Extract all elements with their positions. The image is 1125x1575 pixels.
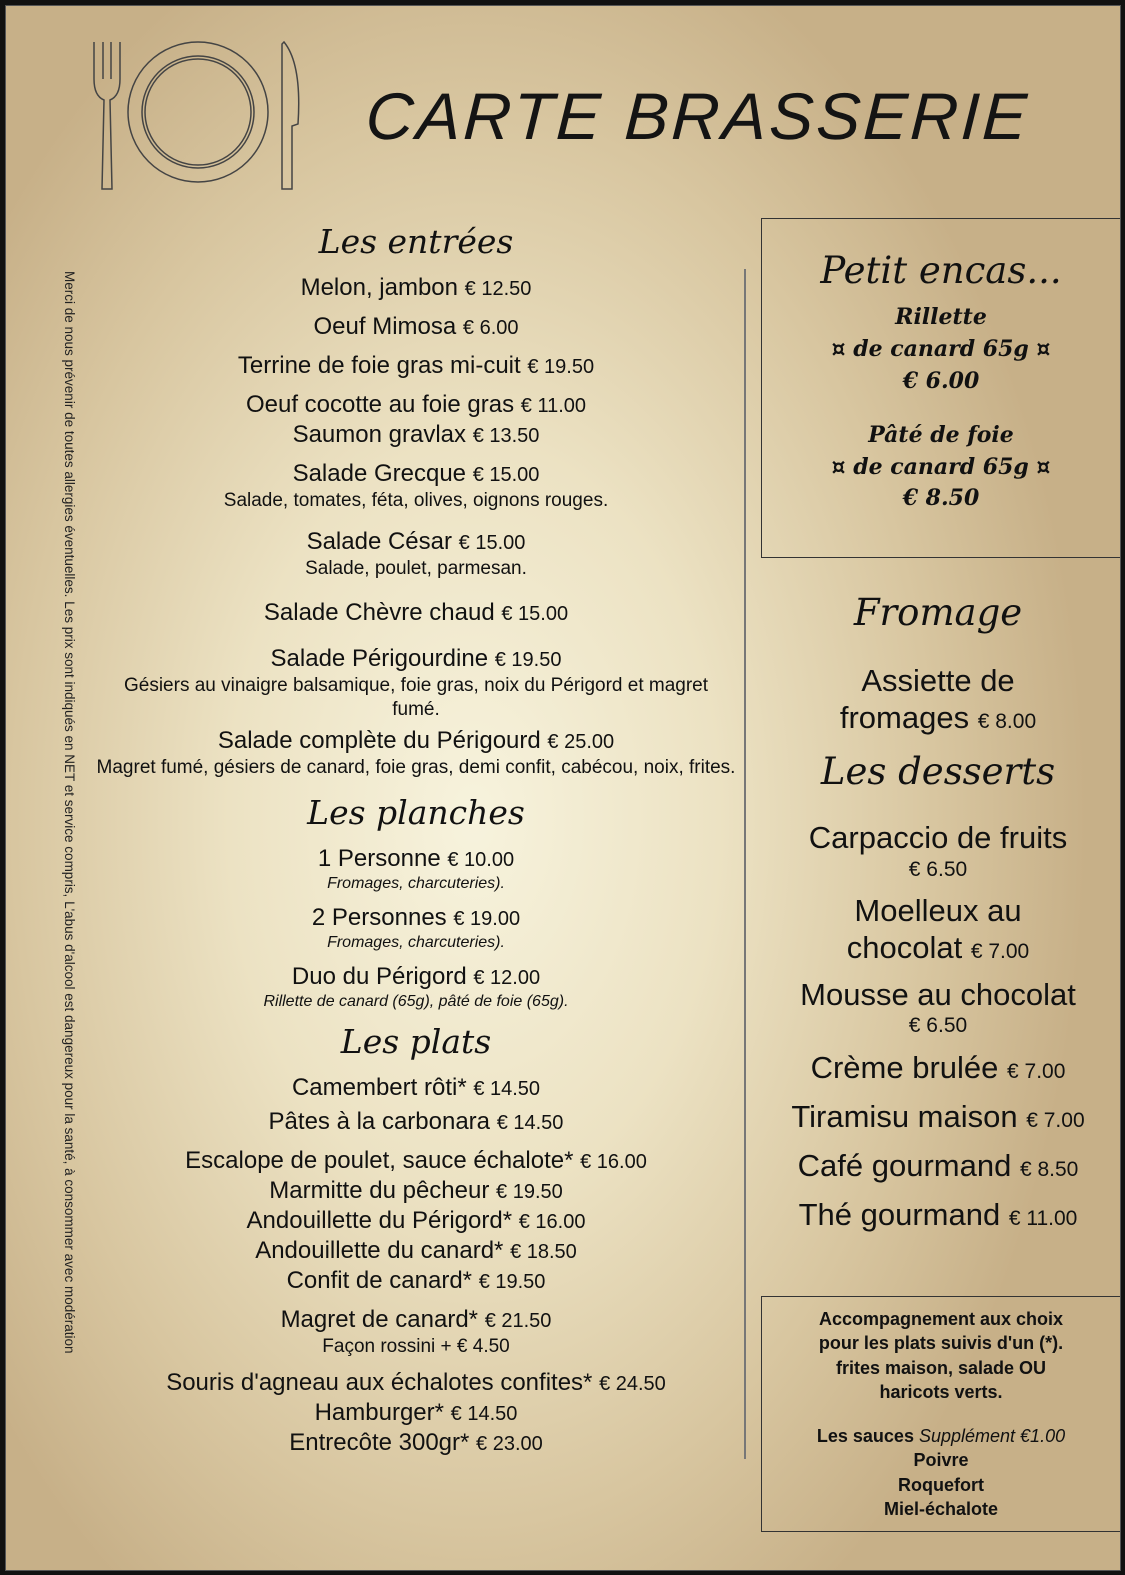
menu-item: Escalope de poulet, sauce échalote* € 16.00 [185, 1146, 647, 1174]
menu-item: Andouillette du Périgord* € 16.00 [246, 1206, 586, 1234]
section-heading-encas: Petit encas... [820, 249, 1062, 292]
dessert-item: Thé gourmand € 11.00 [798, 1197, 1078, 1233]
item-note: Fromages, charcuteries). [327, 933, 505, 951]
menu-item: Salade César € 15.00 [306, 528, 526, 556]
item-description: Magret fumé, gésiers de canard, foie gras, demi confit, cabécou, noix, frites. [96, 757, 736, 779]
menu-item: Marmitte du pêcheur € 19.50 [269, 1176, 563, 1204]
sauces-line: Les sauces Supplément €1.00 [816, 1426, 1066, 1447]
menu-item: Melon, jambon € 12.50 [300, 274, 532, 301]
accompagnement-box: Accompagnement aux choix pour les plats suivis d'un (*). frites maison, salade OU haricots verts. Les sauces Supplément €1.00 Poivre Roquefort Miel-échalote [761, 1296, 1121, 1532]
sauce-item: Roquefort [898, 1474, 984, 1495]
dessert-item: Café gourmand € 8.50 [797, 1147, 1079, 1183]
menu-item: Oeuf cocotte au foie gras € 11.00 [245, 391, 587, 418]
menu-item: Entrecôte 300gr* € 23.00 [289, 1428, 543, 1456]
menu-item: Camembert rôti* € 14.50 [291, 1073, 541, 1101]
menu-item: Duo du Périgord € 12.00 [291, 962, 541, 990]
menu-item: Hamburger* € 14.50 [314, 1398, 518, 1426]
section-heading-entrees: Les entrées [318, 222, 514, 261]
item-description: Gésiers au vinaigre balsamique, foie gras, noix du Périgord et magret fumé. [123, 674, 709, 720]
item-description: Façon rossini + € 4.50 [322, 1335, 510, 1357]
column-divider [744, 269, 746, 1459]
allergy-notice: Merci de nous prévenir de toutes allergies éventuelles. Les prix sont indiqués en NET et service compris, L'abus d'alcool est dangereux pour la santé, à consommer avec modération [62, 271, 77, 1354]
menu-item: Salade complète du Périgourd € 25.00 [217, 727, 615, 755]
dessert-item: Tiramisu maison € 7.00 [791, 1098, 1085, 1134]
plate-fork-knife-icon [84, 34, 306, 194]
item-note: Rillette de canard (65g), pâté de foie (65g). [263, 992, 569, 1010]
dessert-item: Moelleux au chocolat € 7.00 [846, 892, 1030, 965]
menu-page [5, 5, 1121, 1571]
item-description: Salade, poulet, parmesan. [305, 558, 527, 580]
menu-item: Magret de canard* € 21.50 [280, 1305, 552, 1333]
menu-item: Salade Grecque € 15.00 [292, 460, 540, 487]
page-title: CARTE BRASSERIE [364, 79, 1032, 153]
menu-item: Terrine de foie gras mi-cuit € 19.50 [237, 352, 595, 379]
menu-item: Saumon gravlax € 13.50 [292, 421, 540, 448]
menu-item: Souris d'agneau aux échalotes confites* € 24.50 [166, 1368, 666, 1396]
encas-item: Pâté de foie ¤ de canard 65g ¤ € 8.50 [831, 421, 1051, 512]
encas-item: Rillette ¤ de canard 65g ¤ € 6.00 [831, 304, 1051, 394]
menu-item: Salade Périgourdine € 19.50 [270, 644, 562, 672]
section-heading-planches: Les planches [307, 792, 525, 832]
section-heading-desserts: Les desserts [820, 750, 1056, 794]
menu-item: Pâtes à la carbonara € 14.50 [268, 1107, 564, 1135]
petit-encas-box [761, 218, 1121, 558]
menu-item: Andouillette du canard* € 18.50 [255, 1236, 577, 1264]
menu-item: 1 Personne € 10.00 [317, 844, 515, 872]
menu-item: Oeuf Mimosa € 6.00 [313, 313, 519, 340]
dessert-item: Crème brulée € 7.00 [810, 1049, 1066, 1085]
item-description: Salade, tomates, féta, olives, oignons rouges. [223, 490, 609, 511]
sauce-item: Miel-échalote [883, 1499, 999, 1520]
section-heading-plats: Les plats [340, 1021, 492, 1061]
fromage-item: Assiette de fromages € 8.00 [839, 663, 1037, 736]
section-heading-fromage: Fromage [853, 591, 1023, 634]
dessert-item: Carpaccio de fruits € 6.50 [808, 820, 1068, 881]
menu-item: Salade Chèvre chaud € 15.00 [263, 598, 569, 626]
dessert-item: Mousse au chocolat € 6.50 [800, 977, 1076, 1038]
left-column [96, 216, 736, 1458]
menu-item: 2 Personnes € 19.00 [311, 903, 521, 931]
menu-item: Confit de canard* € 19.50 [286, 1266, 546, 1294]
right-column [758, 591, 1118, 1233]
item-note: Fromages, charcuteries). [327, 874, 505, 892]
sauce-item: Poivre [913, 1450, 969, 1471]
